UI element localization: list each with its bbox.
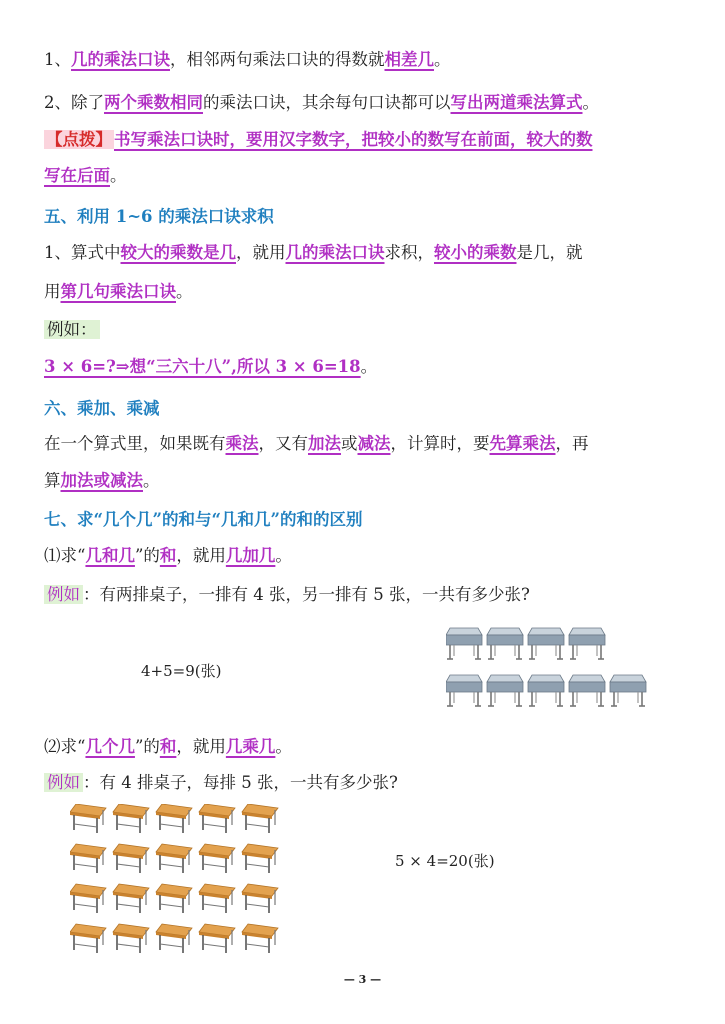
desk [446, 628, 482, 659]
desk [199, 884, 235, 913]
desk [70, 924, 106, 953]
line-p5 [44, 241, 684, 265]
text-segment: ，相邻两句乘法口诀的得数就 [170, 50, 385, 69]
key-phrase: 相差几 [384, 50, 434, 69]
desk [242, 844, 278, 873]
text-segment: 用 [44, 282, 61, 301]
text-segment: ”的 [134, 546, 160, 565]
desk [569, 675, 605, 706]
key-phrase: 加法 [308, 434, 341, 453]
key-phrase: 乘法 [225, 434, 259, 453]
desk [487, 628, 523, 659]
key-phrase: 书写乘法口诀时，要用汉字数字，把较小的数写在前面，较大的数 [114, 130, 593, 149]
text-segment: ，就用 [236, 243, 286, 262]
text-segment: 六、乘加、乘减 [44, 399, 160, 418]
section-heading-7 [44, 508, 684, 532]
key-phrase: 几的乘法口诀 [285, 243, 385, 262]
text-segment: 的乘法口诀，其余每句口诀都可以 [203, 93, 451, 112]
text-segment: ，再 [555, 434, 589, 453]
text-segment: 。 [275, 737, 292, 756]
desk [242, 884, 278, 913]
line-p13 [44, 735, 684, 759]
key-phrase: 较小的乘数 [434, 243, 517, 262]
line-p14 [44, 771, 684, 795]
key-phrase: 几的乘法口诀 [71, 50, 170, 69]
key-phrase: 和 [159, 546, 177, 565]
key-phrase: 几加几 [225, 546, 276, 565]
desk [487, 675, 523, 706]
text-segment: ”的 [134, 737, 160, 756]
line-p9 [44, 432, 684, 456]
text-segment: ，计算时，要 [390, 434, 490, 453]
desk [156, 844, 192, 873]
text-segment: ，就用 [176, 546, 226, 565]
desk [528, 628, 564, 659]
desk [528, 675, 564, 706]
text-segment: 七、求“几个几”的和与“几和几”的和的区别 [44, 510, 363, 529]
key-phrase: 写在后面 [44, 166, 110, 185]
desk [242, 804, 278, 833]
desk [156, 804, 192, 833]
text-segment: ：有两排桌子，一排有 4 张，另一排有 5 张，一共有多少张? [83, 585, 530, 604]
desk [199, 924, 235, 953]
text-segment: ，就用 [176, 737, 226, 756]
text-segment: 算 [44, 471, 61, 490]
text-segment: ⑴求“ [44, 546, 86, 565]
text-segment: 。 [434, 50, 451, 69]
text-segment: 五、利用 1~6 的乘法口诀求积 [44, 207, 274, 226]
desk [242, 924, 278, 953]
line-p1 [44, 48, 684, 72]
desk [610, 675, 646, 706]
example-label: 例如 [44, 585, 83, 604]
key-phrase: 几乘几 [225, 737, 276, 756]
line-p6 [44, 280, 684, 304]
key-phrase: 写出两道乘法算式 [450, 93, 583, 112]
text-segment: 。 [176, 282, 193, 301]
line-p8 [44, 355, 684, 379]
desk-illustration [70, 804, 289, 964]
desk-illustration [446, 626, 655, 720]
desk [156, 884, 192, 913]
line-p4 [44, 164, 684, 188]
tip-label: 【点拨】 [46, 130, 112, 149]
desk [113, 804, 149, 833]
line-p12 [44, 583, 684, 607]
key-phrase: 3 × 6=?⇒想“三六十八”,所以 3 × 6=18 [44, 357, 361, 376]
example-label: 例如 [44, 773, 83, 792]
key-phrase: 较大的乘数是几 [120, 243, 236, 262]
key-phrase: 第几句乘法口诀 [60, 282, 176, 301]
text-segment: 。 [143, 471, 160, 490]
line-p7 [44, 318, 684, 342]
text-segment: 1、算式中 [44, 243, 121, 262]
line-p11 [44, 544, 684, 568]
text-segment: ，又有 [258, 434, 308, 453]
example-label: 例如： [44, 320, 100, 339]
text-segment: 。 [582, 93, 599, 112]
line-p10 [44, 469, 684, 493]
line-p2 [44, 91, 684, 115]
desk [446, 675, 482, 706]
desk [113, 884, 149, 913]
example1-formula: 4+5=9(张) [141, 662, 222, 680]
page-number: — 3 — [343, 973, 382, 986]
desk [113, 844, 149, 873]
desk [156, 924, 192, 953]
text-segment: 。 [275, 546, 292, 565]
key-phrase: 先算乘法 [489, 434, 556, 453]
key-phrase: 几个几 [85, 737, 135, 756]
desk [199, 804, 235, 833]
desk [199, 844, 235, 873]
key-phrase: 几和几 [85, 546, 135, 565]
example2-formula: 5 × 4=20(张) [395, 852, 495, 870]
key-phrase: 减法 [357, 434, 391, 453]
text-segment: 。 [110, 166, 127, 185]
grey-desk-grid [446, 626, 655, 724]
key-phrase: 和 [159, 737, 177, 756]
section-heading-6 [44, 397, 684, 421]
text-segment: 1、 [44, 50, 71, 69]
text-segment: 。 [360, 357, 378, 376]
desk [113, 924, 149, 953]
section-heading-5 [44, 205, 684, 229]
line-p3 [44, 128, 684, 152]
text-segment: 或 [341, 434, 358, 453]
text-segment: 在一个算式里，如果既有 [44, 434, 226, 453]
desk [569, 628, 605, 659]
text-segment: 求积， [384, 243, 434, 262]
text-segment: 是几，就 [516, 243, 583, 262]
wood-desk-grid [70, 804, 289, 968]
desk [70, 804, 106, 833]
text-segment: 2、除了 [44, 93, 104, 112]
text-segment: ⑵求“ [44, 737, 86, 756]
desk [70, 844, 106, 873]
text-segment: ：有 4 排桌子，每排 5 张，一共有多少张? [83, 773, 398, 792]
key-phrase: 加法或减法 [60, 471, 143, 490]
key-phrase: 两个乘数相同 [104, 93, 203, 112]
desk [70, 884, 106, 913]
